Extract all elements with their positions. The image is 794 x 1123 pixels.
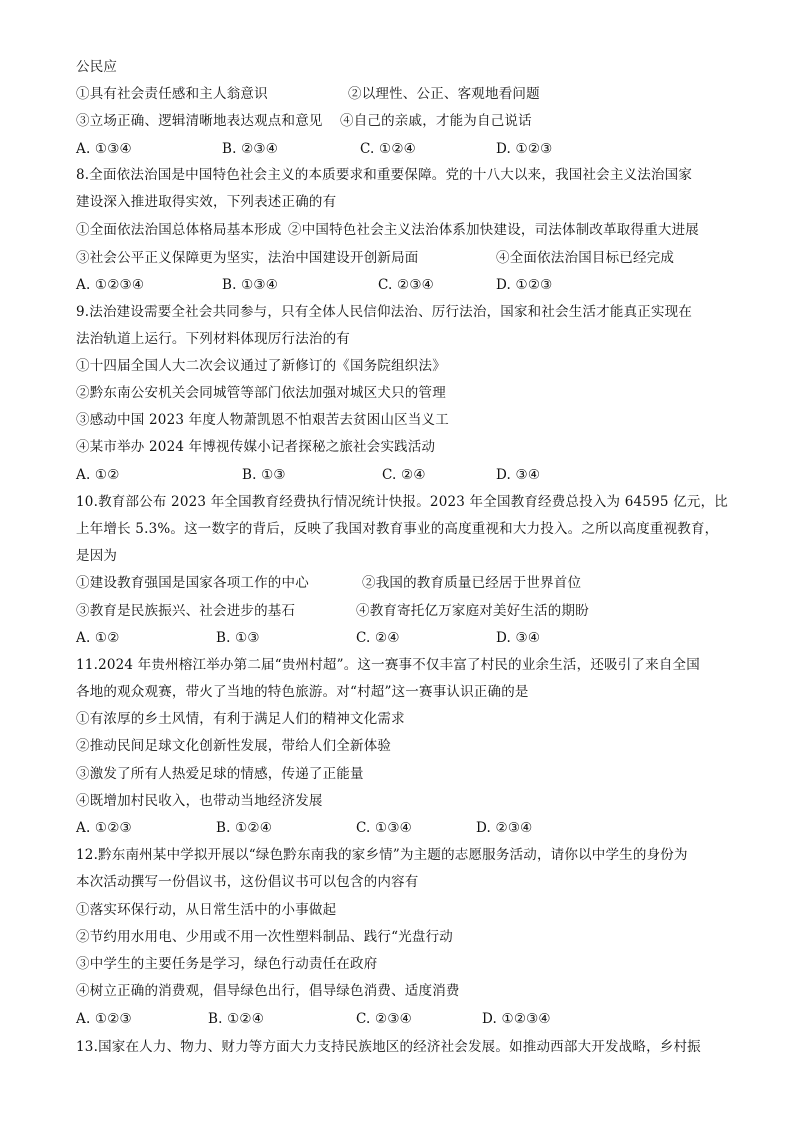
statement: ②节约用水用电、少用或不用一次性塑料制品、践行“光盘行动 bbox=[76, 929, 454, 945]
choice-c: C. ②④ bbox=[382, 467, 426, 483]
choice-c: C. ②④ bbox=[356, 630, 400, 646]
statement-3: ③社会公平正义保障更为坚实，法治中国建设开创新局面 bbox=[76, 250, 419, 266]
choice-a: A. ①③④ bbox=[76, 141, 132, 157]
statement: ④既增加村民收入，也带动当地经济发展 bbox=[76, 793, 323, 809]
choice-b: B. ①③④ bbox=[222, 277, 279, 293]
choice-b: B. ①②④ bbox=[216, 820, 273, 836]
statement: ③感动中国 2023 年度人物萧凯恩不怕艰苦去贫困山区当义工 bbox=[76, 412, 449, 428]
statement: ③激发了所有人热爱足球的情感，传递了正能量 bbox=[76, 766, 364, 782]
question-stem: 10.教育部公布 2023 年全国教育经费执行情况统计快报。2023 年全国教育经费总投入为 64595 亿元，比 bbox=[76, 494, 728, 510]
question-stem: 9.法治建设需要全社会共同参与，只有全体人民信仰法治、厉行法治，国家和社会生活才能真正实现在 bbox=[76, 304, 693, 320]
text-line: 公民应 bbox=[76, 59, 118, 75]
statement: ①十四届全国人大二次会议通过了新修订的《国务院组织法》 bbox=[76, 358, 446, 374]
statement-4: ④教育寄托亿万家庭对美好生活的期盼 bbox=[356, 603, 589, 619]
choice-d: D. ③④ bbox=[496, 630, 541, 646]
choice-c: C. ①②④ bbox=[360, 141, 416, 157]
statement-1: ①全面依法治国总体格局基本形成 bbox=[76, 222, 282, 238]
choice-a: A. ①②③ bbox=[76, 1011, 132, 1027]
choice-b: B. ①②④ bbox=[208, 1011, 265, 1027]
question-stem: 是因为 bbox=[76, 548, 118, 564]
statement: ②黔东南公安机关会同城管等部门依法加强对城区犬只的管理 bbox=[76, 385, 446, 401]
statement-4: ④自己的亲戚，才能为自己说话 bbox=[340, 113, 532, 129]
choice-c: C. ①③④ bbox=[356, 820, 412, 836]
choice-d: D. ①②③ bbox=[496, 141, 553, 157]
statement-1: ①具有社会责任感和主人翁意识 bbox=[76, 86, 268, 102]
statement: ④树立正确的消费观，倡导绿色出行，倡导绿色消费、适度消费 bbox=[76, 983, 460, 999]
statement: ①落实环保行动，从日常生活中的小事做起 bbox=[76, 902, 337, 918]
statement-2: ②中国特色社会主义法治体系加快建设，司法体制改革取得重大进展 bbox=[288, 222, 699, 238]
choice-d: D. ①②③④ bbox=[482, 1011, 551, 1027]
question-stem: 11.2024 年贵州榕江举办第二届“贵州村超”。这一赛事不仅丰富了村民的业余生活，还吸引了来自全国 bbox=[76, 657, 700, 673]
question-stem: 各地的观众观赛，带火了当地的特色旅游。对“村超”这一赛事认识正确的是 bbox=[76, 684, 529, 700]
choice-d: D. ②③④ bbox=[476, 820, 533, 836]
statement-2: ②以理性、公正、客观地看问题 bbox=[348, 86, 540, 102]
statement: ④某市举办 2024 年博视传媒小记者探秘之旅社会实践活动 bbox=[76, 439, 436, 455]
question-stem: 8.全面依法治国是中国特色社会主义的本质要求和重要保障。党的十八大以来，我国社会主义法治国家 bbox=[76, 167, 693, 183]
statement-2: ②我国的教育质量已经居于世界首位 bbox=[362, 575, 582, 591]
question-stem: 法治轨道上运行。下列材料体现厉行法治的有 bbox=[76, 331, 350, 347]
statement-1: ①建设教育强国是国家各项工作的中心 bbox=[76, 575, 309, 591]
choice-d: D. ①②③ bbox=[496, 277, 553, 293]
question-stem: 13.国家在人力、物力、财力等方面大力支持民族地区的经济社会发展。如推动西部大开发战略，乡村振 bbox=[76, 1039, 701, 1055]
choice-c: C. ②③④ bbox=[378, 277, 434, 293]
choice-a: A. ①② bbox=[76, 467, 120, 483]
statement-4: ④全面依法治国目标已经完成 bbox=[496, 250, 675, 266]
choice-b: B. ①③ bbox=[242, 467, 286, 483]
statement-3: ③立场正确、逻辑清晰地表达观点和意见 bbox=[76, 113, 323, 129]
choice-d: D. ③④ bbox=[496, 467, 541, 483]
question-stem: 本次活动撰写一份倡议书，这份倡议书可以包含的内容有 bbox=[76, 874, 419, 890]
choice-c: C. ②③④ bbox=[356, 1011, 412, 1027]
choice-b: B. ①③ bbox=[216, 630, 260, 646]
question-stem: 建设深入推进取得实效，下列表述正确的有 bbox=[76, 194, 337, 210]
question-stem: 12.黔东南州某中学拟开展以“绿色黔东南我的家乡情”为主题的志愿服务活动，请你以中学生的身份为 bbox=[76, 847, 688, 863]
question-stem: 上年增长 5.3%。这一数字的背后，反映了我国对教育事业的高度重视和大力投入。之所以高度重视教育， bbox=[76, 521, 719, 537]
statement: ③中学生的主要任务是学习，绿色行动责任在政府 bbox=[76, 956, 378, 972]
statement: ①有浓厚的乡土风情，有利于满足人们的精神文化需求 bbox=[76, 711, 405, 727]
choice-a: A. ①②③④ bbox=[76, 277, 145, 293]
choice-a: A. ①②③ bbox=[76, 820, 132, 836]
choice-a: A. ①② bbox=[76, 630, 120, 646]
choice-b: B. ②③④ bbox=[222, 141, 279, 157]
statement: ②推动民间足球文化创新性发展，带给人们全新体验 bbox=[76, 738, 392, 754]
statement-3: ③教育是民族振兴、社会进步的基石 bbox=[76, 603, 296, 619]
